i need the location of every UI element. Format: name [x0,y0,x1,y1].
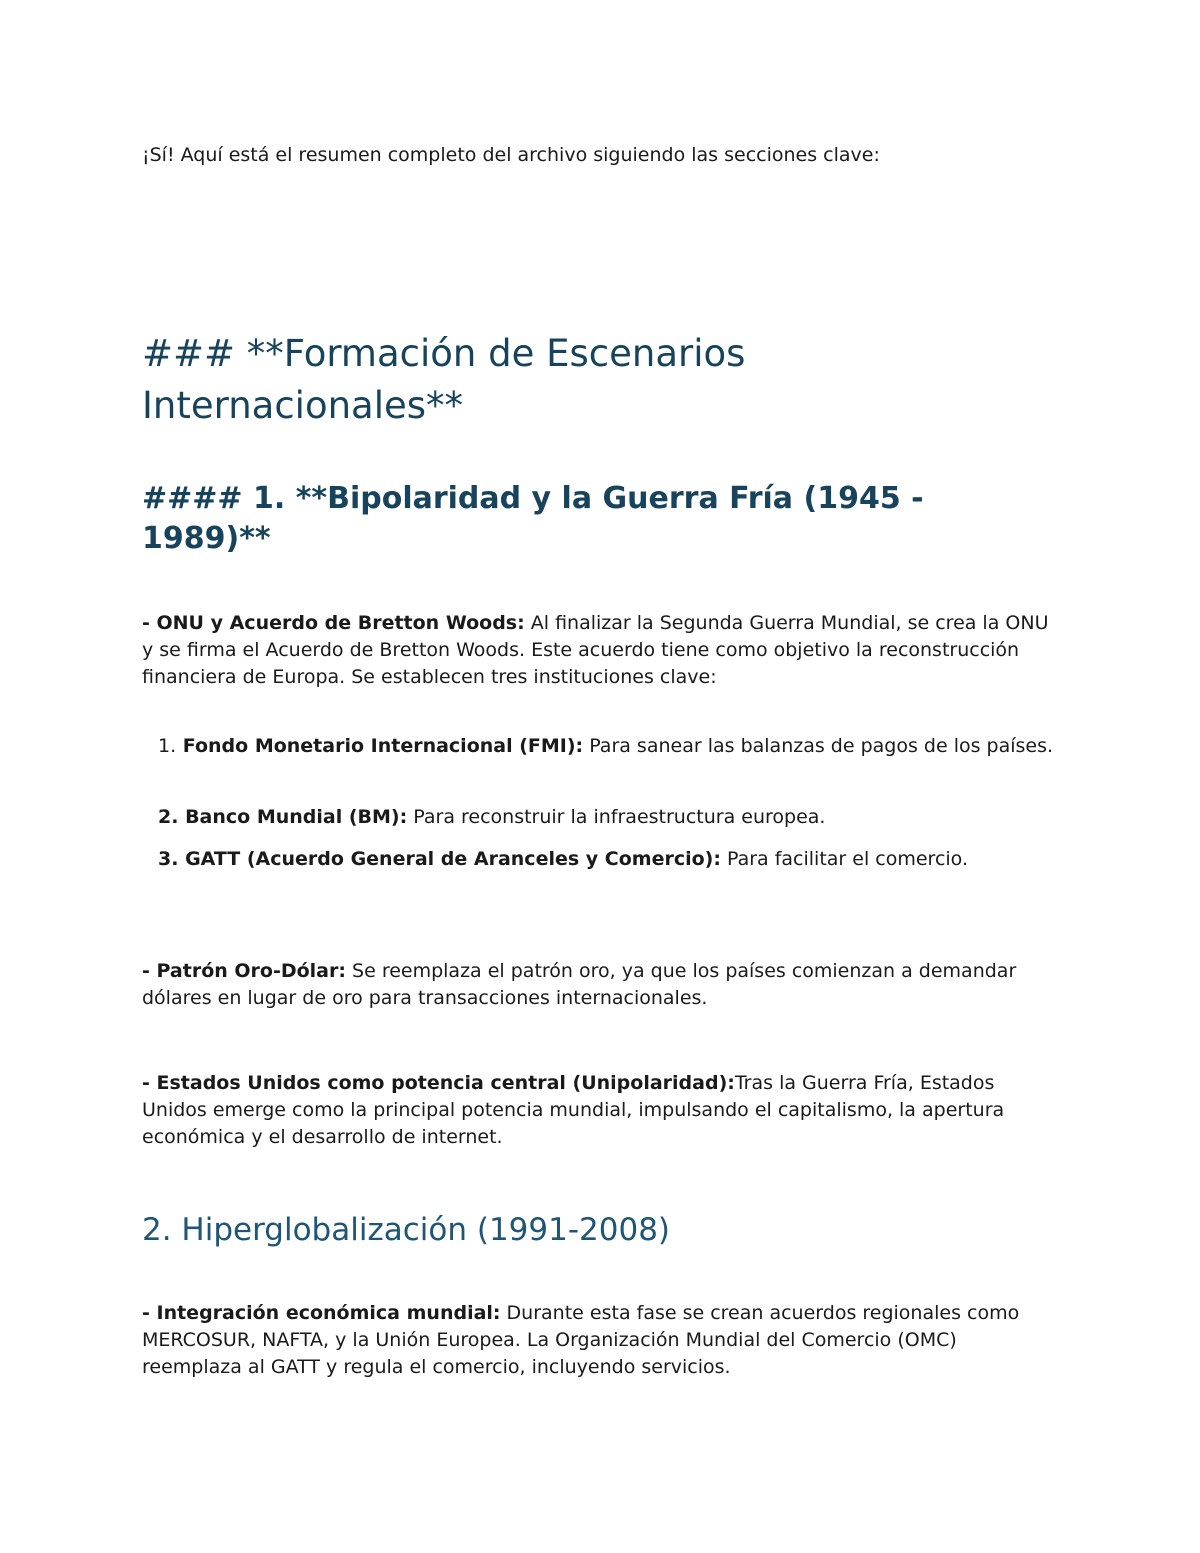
eeuu-paragraph [142,1070,1054,1151]
eeuu-text: Tras la Guerra Fría, Estados Unidos emerge como la principal potencia mundial, impulsando el capitalismo, la apertura económica y el desarrollo de internet. [142,1072,1005,1148]
institution-label: GATT (Acuerdo General de Aranceles y Comercio): [178,848,721,870]
integracion-label: - Integración económica mundial: [142,1302,501,1324]
section-2-heading: 2. Hiperglobalización (1991-2008) [142,1212,671,1248]
institution-label: Fondo Monetario Internacional (FMI): [176,735,584,757]
institution-item-fmi [142,733,1060,760]
institution-number: 1. [158,735,177,757]
institution-text: Para reconstruir la infraestructura europea. [407,806,826,828]
patron-paragraph [142,958,1054,1012]
onu-text: Al finalizar la Segunda Guerra Mundial, se crea la ONU y se firma el Acuerdo de Bretton Woods. Este acuerdo tiene como objetivo la reconstrucción financiera de Europa. Se establecen tres instituciones clave: [142,612,1049,688]
onu-label: - ONU y Acuerdo de Bretton Woods: [142,612,525,634]
institution-number: 2. [158,806,179,828]
institution-item-bm [142,804,1060,831]
institution-item-gatt [142,846,1060,873]
main-heading: ### **Formación de Escenarios Internacionales** [142,332,746,427]
onu-paragraph [142,610,1054,691]
integracion-paragraph [142,1300,1054,1381]
institution-label: Banco Mundial (BM): [178,806,408,828]
institution-text: Para sanear las balanzas de pagos de los países. [583,735,1054,757]
section-1-heading: #### 1. **Bipolaridad y la Guerra Fría (1945 - 1989)** [142,481,924,556]
eeuu-label: - Estados Unidos como potencia central (Unipolaridad): [142,1072,735,1094]
institution-text: Para facilitar el comercio. [720,848,969,870]
patron-label: - Patrón Oro-Dólar: [142,960,346,982]
patron-text: Se reemplaza el patrón oro, ya que los países comienzan a demandar dólares en lugar de oro para transacciones internacionales. [142,960,1017,1009]
integracion-text: Durante esta fase se crean acuerdos regionales como MERCOSUR, NAFTA, y la Unión Europea. La Organización Mundial del Comercio (OMC) reemplaza al GATT y regula el comercio, incluyendo servicios. [142,1302,1020,1378]
institution-number: 3. [158,848,179,870]
intro-text: ¡Sí! Aquí está el resumen completo del archivo siguiendo las secciones clave: [142,144,880,166]
